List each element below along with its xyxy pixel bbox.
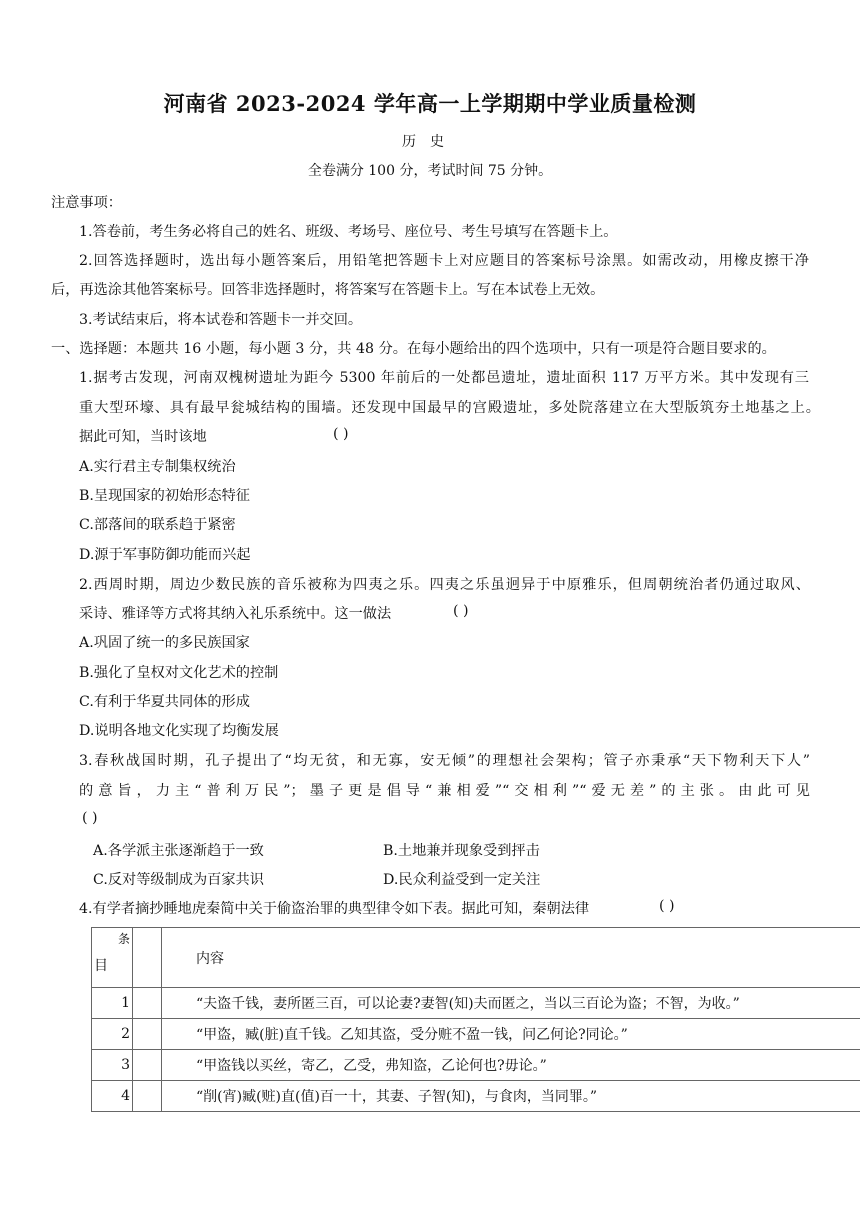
q2-stem-line-2: 采诗、雅译等方式将其纳入礼乐系统中。这一做法 <box>79 606 392 622</box>
q1-option-c: C.部落间的联系趋于紧密 <box>79 517 236 533</box>
row-spacer <box>133 1081 162 1112</box>
row-content: “削(宵)臧(赃)直(值)百一十，其妻、子智(知)，与食肉，当同罪。” <box>162 1081 860 1112</box>
q3-stem-line-2: 的意旨，力主“普利万民”；墨子更是倡导“兼相爱”“交相利”“爱无差”的主张。由此可见 <box>79 783 810 799</box>
row-number: 3 <box>92 1050 133 1081</box>
row-content: “夫盗千钱，妻所匿三百，可以论妻?妻智(知)夫而匿之，当以三百论为盗；不智，为收。” <box>162 988 860 1019</box>
q2-answer-paren: ( ) <box>453 603 469 619</box>
table-row <box>92 1081 860 1112</box>
row-number: 2 <box>92 1019 133 1050</box>
note-2-line-1: 2.回答选择题时，选出每小题答案后，用铅笔把答题卡上对应题目的答案标号涂黑。如需改动，用橡皮擦干净 <box>79 253 809 269</box>
q2-stem-line-1: 2.西周时期，周边少数民族的音乐被称为四夷之乐。四夷之乐虽迥异于中原雅乐，但周朝统治者仍通过取风、 <box>79 577 810 593</box>
note-2-line-2: 后，再选涂其他答案标号。回答非选择题时，将答案写在答题卡上。写在本试卷上无效。 <box>51 282 605 298</box>
q2-option-d: D.说明各地文化实现了均衡发展 <box>79 723 279 739</box>
q1-option-a: A.实行君主专制集权统治 <box>79 459 236 475</box>
q1-stem-line-1: 1.据考古发现，河南双槐树遗址为距今 5300 年前后的一处都邑遗址，遗址面积 117 万平方米。其中发现有三 <box>79 370 809 386</box>
row-spacer <box>133 988 162 1019</box>
q1-answer-paren: ( ) <box>333 426 349 442</box>
header-item-cell <box>92 928 133 988</box>
page-title: 河南省 2023-2024 学年高一上学期期中学业质量检测 <box>163 91 697 116</box>
q2-option-a: A.巩固了统一的多民族国家 <box>79 635 250 651</box>
row-spacer <box>133 1050 162 1081</box>
header-spacer-cell <box>133 928 162 988</box>
row-number: 1 <box>92 988 133 1019</box>
q4-stem: 4.有学者摘抄睡地虎秦简中关于偷盗治罪的典型律令如下表。据此可知，秦朝法律 <box>79 901 590 917</box>
q2-option-b: B.强化了皇权对文化艺术的控制 <box>79 665 279 681</box>
q1-stem-line-2: 重大型环壕、具有最早瓮城结构的围墙。还发现中国最早的宫殿遗址，多处院落建立在大型版筑夯土地基之上。 <box>79 400 820 416</box>
q3-option-d: D.民众利益受到一定关注 <box>383 872 541 888</box>
q2-option-c: C.有利于华夏共同体的形成 <box>79 694 250 710</box>
q3-option-b: B.土地兼并现象受到抨击 <box>383 843 540 859</box>
table-header-row <box>92 928 860 988</box>
row-spacer <box>133 1019 162 1050</box>
table-row <box>92 988 860 1019</box>
q3-option-a: A.各学派主张逐渐趋于一致 <box>93 843 264 859</box>
q1-option-d: D.源于军事防御功能而兴起 <box>79 547 251 563</box>
exam-info: 全卷满分 100 分，考试时间 75 分钟。 <box>307 163 553 179</box>
note-3: 3.考试结束后，将本试卷和答题卡一并交回。 <box>79 312 363 328</box>
q3-option-c: C.反对等级制成为百家共识 <box>93 872 264 888</box>
q4-answer-paren: ( ) <box>659 898 675 914</box>
q1-option-b: B.呈现国家的初始形态特征 <box>79 488 250 504</box>
q1-stem-line-3: 据此可知，当时该地 <box>79 429 207 445</box>
row-number: 4 <box>92 1081 133 1112</box>
header-item-top: 条 <box>117 932 130 946</box>
table-row <box>92 1050 860 1081</box>
subject-label: 历史 <box>402 134 458 150</box>
q3-answer-paren: ( ) <box>82 810 98 826</box>
note-1: 1.答卷前，考生务必将自己的姓名、班级、考场号、座位号、考生号填写在答题卡上。 <box>79 224 618 240</box>
header-item-bottom: 目 <box>94 958 108 974</box>
law-table <box>91 927 860 1112</box>
section-heading: 一、选择题：本题共 16 小题，每小题 3 分，共 48 分。在每小题给出的四个选项中，只有一项是符合题目要求的。 <box>51 341 776 357</box>
header-content-cell: 内容 <box>162 928 860 988</box>
row-content: “甲盗钱以买丝，寄乙，乙受，弗知盗，乙论何也?毋论。” <box>162 1050 860 1081</box>
table-row <box>92 1019 860 1050</box>
row-content: “甲盗，臧(脏)直千钱。乙知其盗，受分赃不盈一钱，问乙何论?同论。” <box>162 1019 860 1050</box>
q3-stem-line-1: 3.春秋战国时期，孔子提出了“均无贫，和无寡，安无倾”的理想社会架构；管子亦秉承“天下物利天下人” <box>79 753 810 769</box>
notes-heading: 注意事项： <box>51 195 122 211</box>
